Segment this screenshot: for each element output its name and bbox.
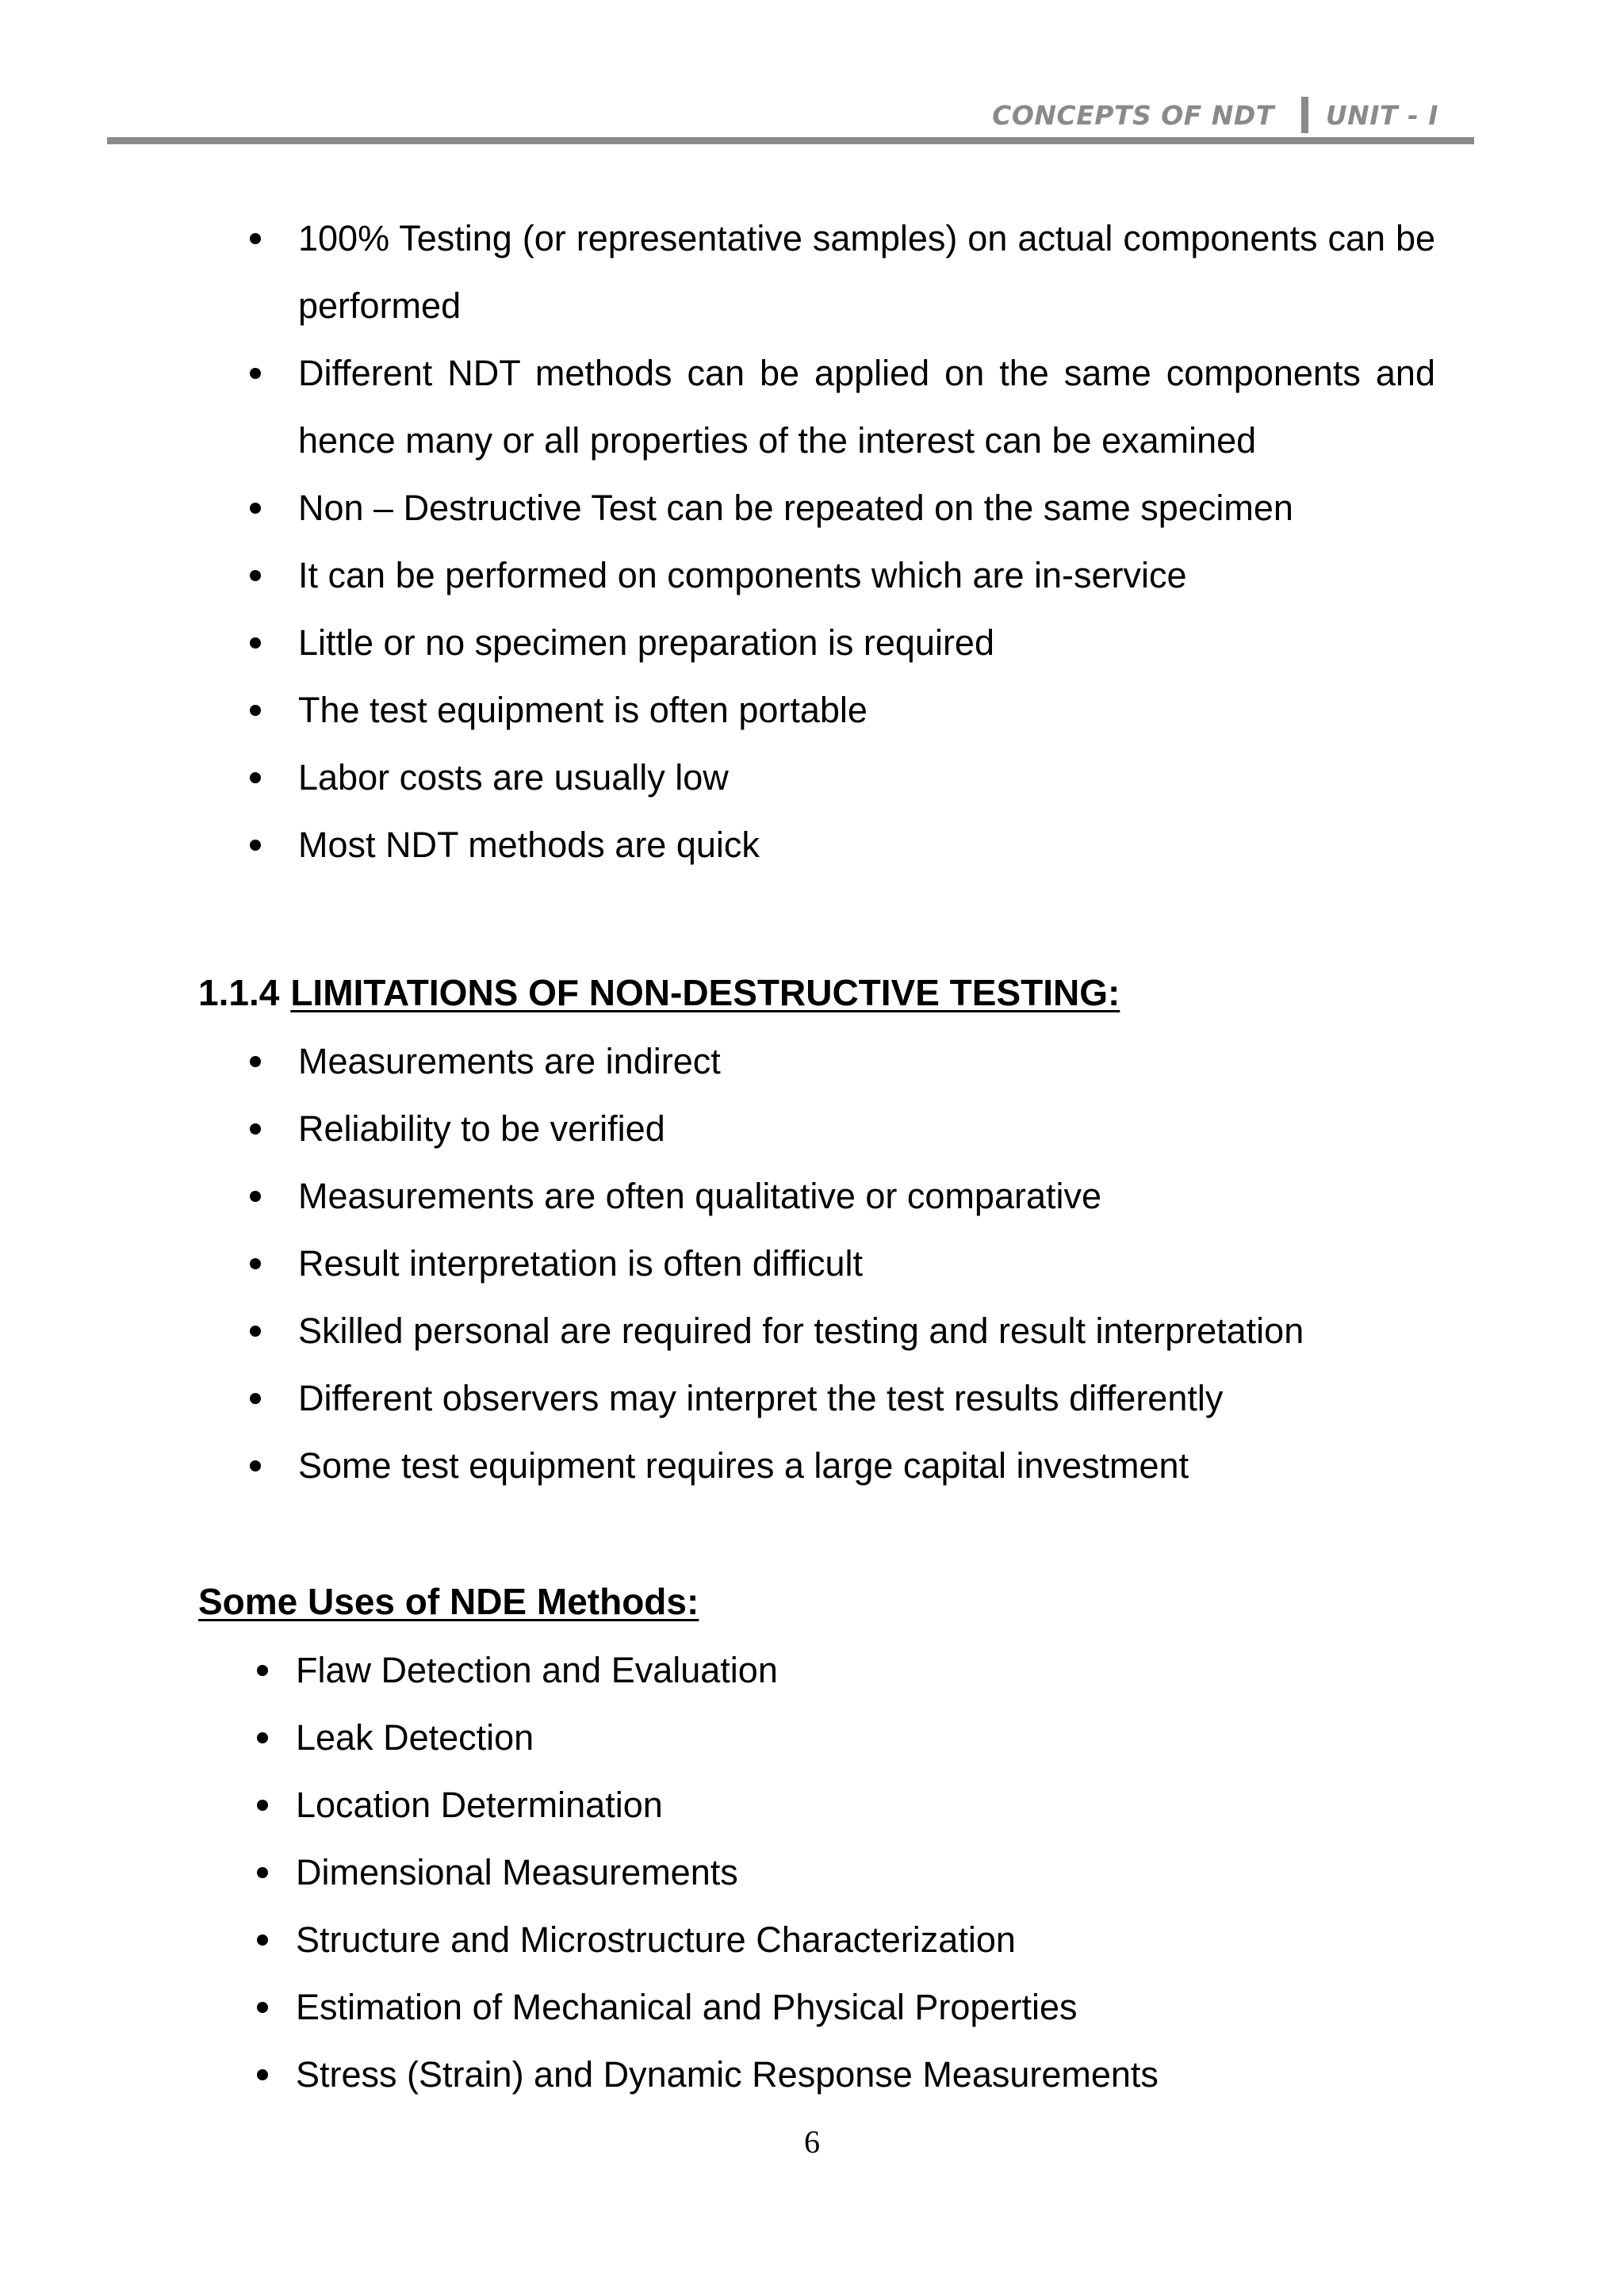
bullet-icon [250, 1258, 261, 1269]
uses-list [198, 1636, 1435, 2108]
header-rule [107, 137, 1474, 144]
list-item: Different NDT methods can be applied on the same components and hence many or all properties of the interest can be examined [198, 339, 1435, 474]
list-item: Leak Detection [198, 1704, 1435, 1771]
list-item: Most NDT methods are quick [198, 811, 1435, 878]
list-item: Flaw Detection and Evaluation [198, 1636, 1435, 1704]
uses-title: Some Uses of NDE Methods: [198, 1581, 699, 1622]
bullet-icon [257, 1800, 268, 1811]
page-content [198, 205, 1435, 878]
list-item: Estimation of Mechanical and Physical Properties [198, 1973, 1435, 2041]
list-item: Some test equipment requires a large capital investment [198, 1432, 1435, 1499]
list-item: Dimensional Measurements [198, 1839, 1435, 1906]
bullet-icon [250, 705, 261, 716]
list-item: Non – Destructive Test can be repeated on the same specimen [198, 474, 1435, 541]
limitations-list [198, 1027, 1435, 1499]
bullet-icon [250, 368, 261, 379]
header-title: CONCEPTS OF NDT [992, 99, 1274, 131]
uses-heading [198, 1568, 699, 1636]
page-number: 6 [804, 2124, 820, 2160]
bullet-icon [257, 2002, 268, 2013]
bullet-icon [250, 1056, 261, 1067]
section-title: LIMITATIONS OF NON-DESTRUCTIVE TESTING: [290, 972, 1120, 1013]
list-item: Little or no specimen preparation is required [198, 609, 1435, 676]
bullet-icon [250, 233, 261, 244]
list-item: Different observers may interpret the test results differently [198, 1364, 1435, 1432]
limitations-heading [198, 959, 1120, 1027]
list-item: Measurements are often qualitative or comparative [198, 1162, 1435, 1230]
header-unit: UNIT - I [1325, 99, 1438, 131]
header-text [992, 95, 1474, 135]
bullet-icon [257, 1934, 268, 1946]
page-header [107, 95, 1474, 144]
list-item: Stress (Strain) and Dynamic Response Measurements [198, 2041, 1435, 2108]
bullet-icon [250, 1191, 261, 1202]
bullet-icon [250, 503, 261, 514]
bullet-icon [257, 1665, 268, 1676]
list-item: Skilled personal are required for testing and result interpretation [198, 1297, 1435, 1364]
bullet-icon [250, 1460, 261, 1471]
bullet-icon [250, 1326, 261, 1337]
bullet-icon [250, 1123, 261, 1135]
list-item: 100% Testing (or representative samples) on actual components can be performed [198, 205, 1435, 339]
list-item: Result interpretation is often difficult [198, 1230, 1435, 1297]
list-item: Location Determination [198, 1771, 1435, 1839]
bullet-icon [257, 1867, 268, 1878]
list-item: Measurements are indirect [198, 1027, 1435, 1095]
list-item: It can be performed on components which are in-service [198, 541, 1435, 609]
bullet-icon [250, 570, 261, 581]
bullet-icon [250, 772, 261, 783]
header-separator [1301, 97, 1308, 133]
list-item: Labor costs are usually low [198, 744, 1435, 811]
bullet-icon [250, 637, 261, 649]
advantages-list [198, 205, 1435, 878]
list-item: The test equipment is often portable [198, 676, 1435, 744]
bullet-icon [250, 1393, 261, 1404]
section-number: 1.1.4 [198, 972, 280, 1013]
bullet-icon [250, 840, 261, 851]
list-item: Reliability to be verified [198, 1095, 1435, 1162]
list-item: Structure and Microstructure Characterization [198, 1906, 1435, 1973]
bullet-icon [257, 1732, 268, 1743]
bullet-icon [257, 2069, 268, 2080]
